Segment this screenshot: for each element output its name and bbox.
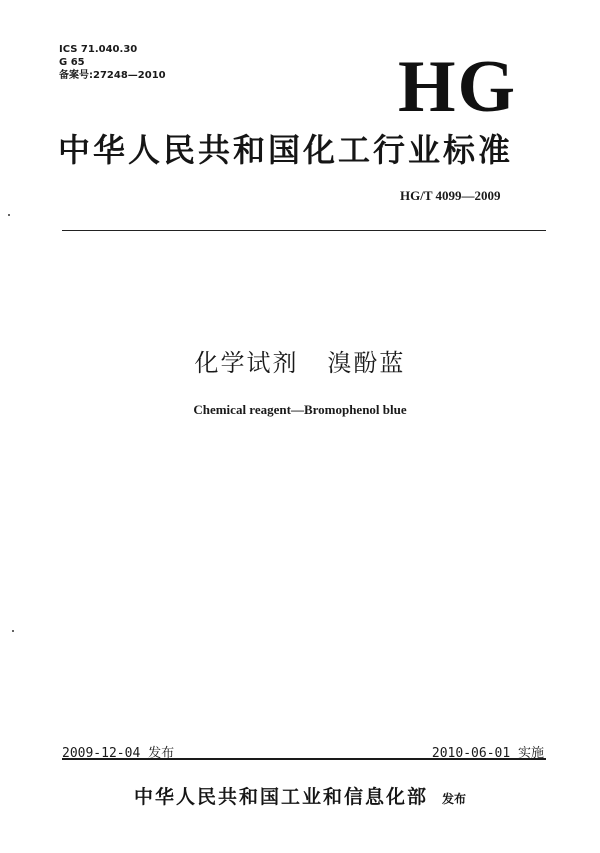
- document-title-en: Chemical reagent—Bromophenol blue: [193, 402, 407, 417]
- standard-number: HG/T 4099—2009: [400, 188, 501, 203]
- issue-date: 2009-12-04 发布: [62, 746, 175, 761]
- document-title-zh: 化学试剂 溴酚蓝: [194, 349, 406, 377]
- ccs-code: G 65: [59, 57, 85, 68]
- standard-title: 中华人民共和国化工行业标准: [58, 131, 514, 169]
- issuer-line: [0, 782, 600, 809]
- hg-logo: HG: [398, 46, 518, 128]
- scan-speck: [8, 214, 10, 216]
- scan-speck: [12, 630, 14, 632]
- issuer-name: 中华人民共和国工业和信息化部: [133, 786, 428, 808]
- header-divider: [62, 230, 546, 231]
- ics-code: ICS 71.040.30: [59, 44, 138, 55]
- effective-date: 2010-06-01 实施: [431, 746, 544, 761]
- footer-divider: [62, 758, 546, 760]
- issuer-tag: 发布: [442, 792, 467, 806]
- record-number: 备案号:27248—2010: [59, 70, 166, 81]
